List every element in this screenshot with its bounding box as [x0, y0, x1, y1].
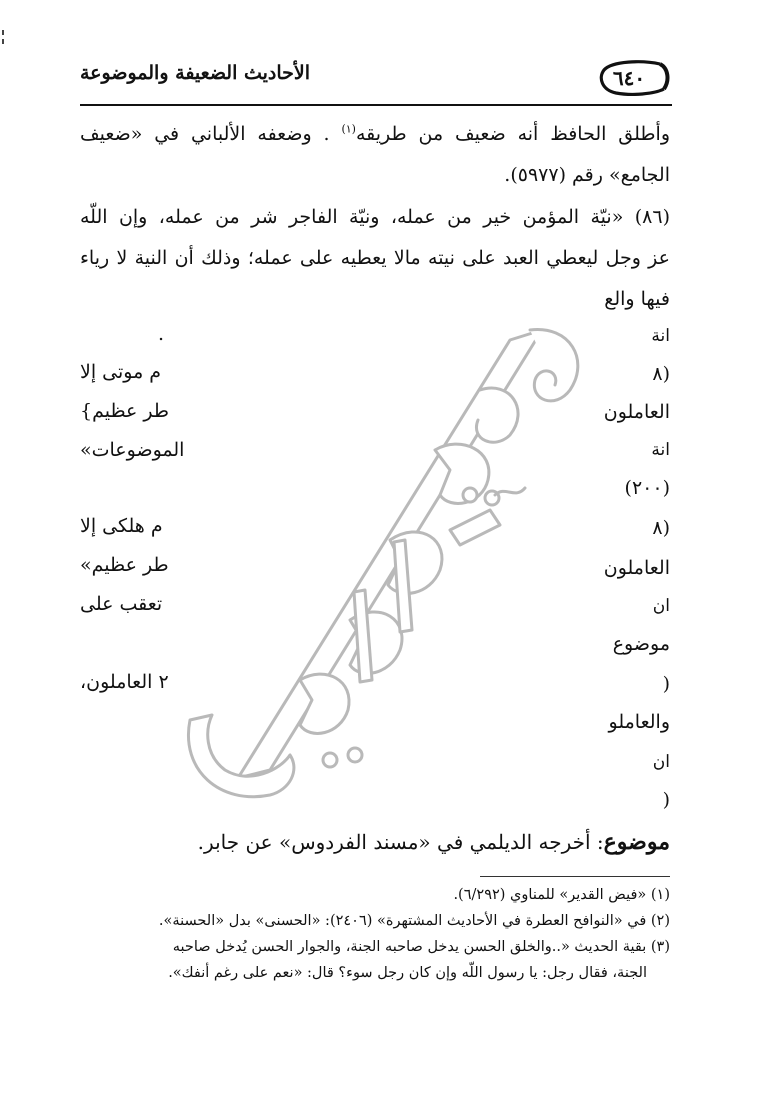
footnote-1: (١) «فيض القدير» للمناوي (٦/٢٩٢).: [453, 887, 670, 903]
fragment-right-3: العاملون: [603, 401, 670, 423]
footnote-ref-1: (١): [341, 122, 356, 136]
fragment-left-5: م هلكى إلا: [80, 515, 163, 537]
page-number: ٦٤٠: [612, 66, 646, 90]
fragment-right-2: (٨: [652, 363, 670, 385]
footnote-3-cont: الجنة، فقال رجل: يا رسول اللّه وإن كان رجل سوء؟ قال: «نعم على رغم أنفك».: [168, 965, 647, 981]
fragment-right-8: ان: [652, 596, 670, 616]
fragment-right-12: ان: [652, 752, 670, 772]
fragment-left-6: طر عظيم»: [80, 554, 169, 576]
footnote-2: (٢) في «النوافح العطرة في الأحاديث المشتهرة» (٢٤٠٦): «الحسنى» بدل «الحسنة».: [158, 913, 670, 929]
fragment-right-4: انة: [651, 440, 670, 460]
fragment-right-7: العاملون: [603, 557, 670, 579]
footnote-3: (٣) بقية الحديث «..والخلق الحسن يدخل صاحبه الجنة، والجوار الحسن يُدخل صاحبه: [172, 939, 670, 955]
body-line-4: عز وجل ليعطي العبد على نيته مالا يعطيه على عمله؛ وذلك أن النية لا رياء: [80, 247, 670, 269]
fragment-right-6: (٨: [652, 517, 670, 539]
body-line-5: فيها والع: [604, 288, 670, 310]
fragment-left-8: ٢ العاملون،: [80, 671, 169, 693]
fragment-right-5: (٢٠٠): [624, 477, 670, 499]
body-line-2: الجامع» رقم (٥٩٧٧).: [504, 164, 670, 186]
verdict-text: : أخرجه الديلمي في «مسند الفردوس» عن جابر.: [197, 830, 604, 854]
final-verdict-line: [198, 828, 670, 856]
verdict-label: موضوع: [603, 829, 670, 855]
fragment-left-2: م موتى إلا: [80, 361, 162, 383]
fragment-right-13: (: [662, 789, 670, 811]
header-rule: [80, 104, 672, 106]
body-line-1: [80, 120, 670, 148]
fragment-right-10: (: [662, 673, 670, 695]
footnote-rule: [480, 876, 670, 877]
fragment-left-4: الموضوعات»: [80, 439, 185, 461]
fragment-left-7: تعقب على: [80, 593, 163, 615]
fragment-right-9: موضوع: [612, 633, 670, 655]
waqf-lillah-calligraphy-watermark-icon: [150, 300, 620, 820]
body-line-1-text-cont: . وضعفه الألباني في «ضعيف: [80, 123, 342, 145]
fragment-right-11: والعاملو: [608, 711, 670, 733]
running-header-title: الأحاديث الضعيفة والموضوعة: [80, 62, 311, 84]
scan-edge-mark: [2, 30, 6, 46]
fragment-left-3: طر عظيم}: [80, 400, 170, 422]
body-line-1-text: وأطلق الحافظ أنه ضعيف من طريقه: [355, 123, 671, 145]
body-line-3: (٨٦) «نيّة المؤمن خير من عمله، ونيّة الفاجر شر من عمله، وإن اللّه: [80, 206, 670, 228]
page-number-badge: [598, 58, 668, 98]
fragment-right-1: انة: [651, 326, 670, 346]
fragment-left-1: .: [158, 323, 165, 345]
